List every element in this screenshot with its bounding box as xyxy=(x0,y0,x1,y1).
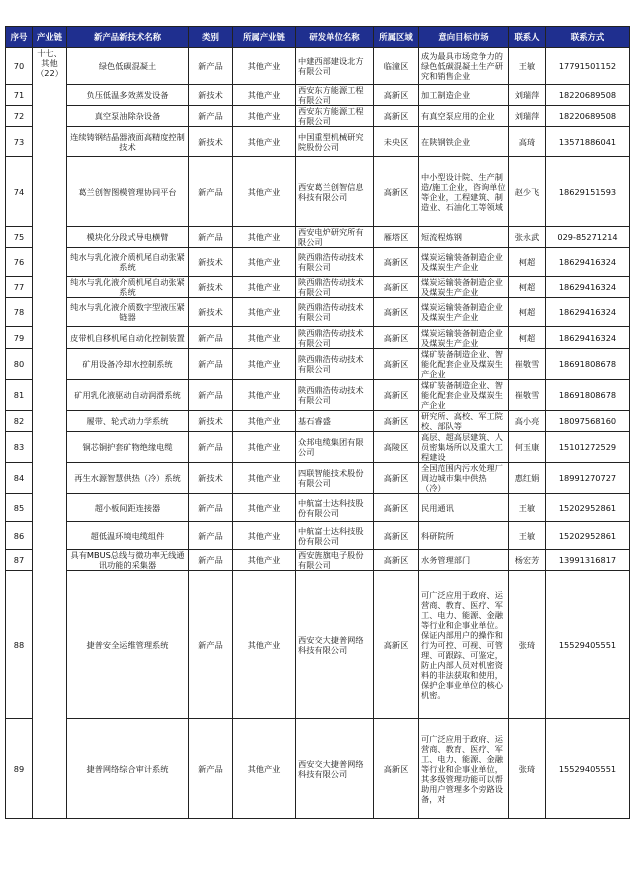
table-row xyxy=(6,277,630,298)
row-product-name: 捷普网络综合审计系统 xyxy=(67,719,189,819)
row-region: 高新区 xyxy=(374,298,419,327)
row-phone: 13571886041 xyxy=(546,127,630,157)
row-no: 75 xyxy=(6,227,33,248)
row-product-name: 绿色低碳混凝土 xyxy=(67,48,189,85)
row-product-name: 再生水源智慧供热（冷）系统 xyxy=(67,463,189,494)
row-unit: 中建西部建设北方有限公司 xyxy=(296,48,374,85)
row-no: 84 xyxy=(6,463,33,494)
row-industry: 其他产业 xyxy=(233,248,296,277)
row-phone: 18629151593 xyxy=(546,157,630,227)
row-category: 新技术 xyxy=(189,298,233,327)
table-row xyxy=(6,719,630,819)
row-phone: 13991316817 xyxy=(546,550,630,571)
row-no: 80 xyxy=(6,349,33,380)
product-table xyxy=(5,26,630,819)
row-contact: 刘瑞萍 xyxy=(509,106,546,127)
row-phone: 18629416324 xyxy=(546,298,630,327)
row-contact: 惠红娟 xyxy=(509,463,546,494)
table-body xyxy=(6,48,630,819)
row-product-name: 铜芯铜护套矿物绝缘电缆 xyxy=(67,432,189,463)
row-industry: 其他产业 xyxy=(233,349,296,380)
row-product-name: 履带、轮式动力学系统 xyxy=(67,411,189,432)
header-phone: 联系方式 xyxy=(546,27,630,48)
row-product-name: 真空泵油除杂设备 xyxy=(67,106,189,127)
row-unit: 基石睿盛 xyxy=(296,411,374,432)
row-unit: 中航富士达科技股份有限公司 xyxy=(296,522,374,550)
header-category: 类别 xyxy=(189,27,233,48)
row-phone: 18629416324 xyxy=(546,277,630,298)
row-region: 高新区 xyxy=(374,157,419,227)
header-contact: 联系人 xyxy=(509,27,546,48)
row-contact: 王敏 xyxy=(509,48,546,85)
row-no: 73 xyxy=(6,127,33,157)
table-row xyxy=(6,380,630,411)
row-product-name: 纯水与乳化液介质机尾自动张紧系统 xyxy=(67,248,189,277)
row-unit: 西安葛兰创智信息科技有限公司 xyxy=(296,157,374,227)
row-market: 煤炭运输装备制造企业及煤炭生产企业 xyxy=(419,277,509,298)
table-row xyxy=(6,227,630,248)
row-no: 70 xyxy=(6,48,33,85)
row-no: 79 xyxy=(6,327,33,349)
row-product-name: 具有MBUS总线与微功率无线通讯功能的采集器 xyxy=(67,550,189,571)
row-contact: 王敏 xyxy=(509,522,546,550)
row-contact: 张琦 xyxy=(509,719,546,819)
row-phone: 18991270727 xyxy=(546,463,630,494)
row-unit: 西安交大捷普网络科技有限公司 xyxy=(296,719,374,819)
row-category: 新技术 xyxy=(189,248,233,277)
row-contact: 赵少飞 xyxy=(509,157,546,227)
row-product-name: 捷普安全运维管理系统 xyxy=(67,571,189,719)
row-contact: 张永武 xyxy=(509,227,546,248)
row-market: 可广泛应用于政府、运营商、教育、医疗、军工、电力、能源、金融等行业和企事业单位。保证内部用户的操作和行为可控、可视、可管理、可跟踪、可鉴定，防止内部人员对机密资料的非法获取和使用，保护企事业单位的核心机密。 xyxy=(419,571,509,719)
row-industry: 其他产业 xyxy=(233,463,296,494)
row-category: 新产品 xyxy=(189,432,233,463)
row-market: 研究所、高校、军工院校、部队等 xyxy=(419,411,509,432)
row-product-name: 矿用乳化液驱动自动润滑系统 xyxy=(67,380,189,411)
table-row xyxy=(6,106,630,127)
row-industry: 其他产业 xyxy=(233,277,296,298)
row-industry: 其他产业 xyxy=(233,157,296,227)
row-unit: 陕西鼎浩传动技术有限公司 xyxy=(296,327,374,349)
table-row xyxy=(6,327,630,349)
row-contact: 张琦 xyxy=(509,571,546,719)
row-product-name: 皮带机自移机尾自动化控制装置 xyxy=(67,327,189,349)
row-contact: 刘瑞萍 xyxy=(509,85,546,106)
table-row xyxy=(6,463,630,494)
row-region: 高新区 xyxy=(374,522,419,550)
row-industry: 其他产业 xyxy=(233,550,296,571)
row-contact: 柯超 xyxy=(509,248,546,277)
row-product-name: 模块化分段式导电横臂 xyxy=(67,227,189,248)
row-product-name: 超低温环境电缆组件 xyxy=(67,522,189,550)
table-row xyxy=(6,550,630,571)
row-no: 76 xyxy=(6,248,33,277)
row-region: 高陵区 xyxy=(374,432,419,463)
row-no: 86 xyxy=(6,522,33,550)
row-region: 雁塔区 xyxy=(374,227,419,248)
table-row xyxy=(6,85,630,106)
row-market: 成为最具市场竞争力的绿色低碳混凝土生产研究和销售企业 xyxy=(419,48,509,85)
row-unit: 中航富士达科技股份有限公司 xyxy=(296,494,374,522)
row-industry: 其他产业 xyxy=(233,522,296,550)
row-chain: 十七、其他（22） xyxy=(33,48,67,819)
header-region: 所属区域 xyxy=(374,27,419,48)
row-contact: 杨宏芳 xyxy=(509,550,546,571)
row-no: 82 xyxy=(6,411,33,432)
row-industry: 其他产业 xyxy=(233,494,296,522)
row-region: 高新区 xyxy=(374,571,419,719)
row-region: 临潼区 xyxy=(374,48,419,85)
row-industry: 其他产业 xyxy=(233,227,296,248)
header-row xyxy=(6,27,630,48)
row-region: 高新区 xyxy=(374,349,419,380)
row-industry: 其他产业 xyxy=(233,380,296,411)
table-row xyxy=(6,432,630,463)
row-unit: 陕西鼎浩传动技术有限公司 xyxy=(296,277,374,298)
table-row xyxy=(6,48,630,85)
row-contact: 柯超 xyxy=(509,298,546,327)
header-product-name: 新产品新技术名称 xyxy=(67,27,189,48)
row-region: 高新区 xyxy=(374,277,419,298)
row-no: 77 xyxy=(6,277,33,298)
table-row xyxy=(6,522,630,550)
table-row xyxy=(6,571,630,719)
row-no: 81 xyxy=(6,380,33,411)
row-phone: 17791501152 xyxy=(546,48,630,85)
row-unit: 陕西鼎浩传动技术有限公司 xyxy=(296,349,374,380)
row-no: 88 xyxy=(6,571,33,719)
row-region: 未央区 xyxy=(374,127,419,157)
row-unit: 陕西鼎浩传动技术有限公司 xyxy=(296,248,374,277)
table-row xyxy=(6,494,630,522)
row-phone: 15202952861 xyxy=(546,522,630,550)
row-contact: 高琦 xyxy=(509,127,546,157)
row-phone: 18691808678 xyxy=(546,349,630,380)
row-product-name: 连续铸钢结晶器液面高精度控制技术 xyxy=(67,127,189,157)
row-market: 煤炭运输装备制造企业及煤炭生产企业 xyxy=(419,298,509,327)
row-category: 新技术 xyxy=(189,277,233,298)
row-phone: 18097568160 xyxy=(546,411,630,432)
header-industry: 所属产业链 xyxy=(233,27,296,48)
row-contact: 崔敬雪 xyxy=(509,349,546,380)
row-market: 煤矿装备制造企业、智能化配套企业及煤炭生产企业 xyxy=(419,380,509,411)
row-market: 科研院所 xyxy=(419,522,509,550)
row-category: 新产品 xyxy=(189,550,233,571)
row-industry: 其他产业 xyxy=(233,327,296,349)
row-unit: 陕西鼎浩传动技术有限公司 xyxy=(296,380,374,411)
row-phone: 18220689508 xyxy=(546,106,630,127)
header-unit: 研发单位名称 xyxy=(296,27,374,48)
row-market: 有真空泵应用的企业 xyxy=(419,106,509,127)
row-no: 74 xyxy=(6,157,33,227)
row-unit: 西安电炉研究所有限公司 xyxy=(296,227,374,248)
row-region: 高新区 xyxy=(374,85,419,106)
row-category: 新产品 xyxy=(189,327,233,349)
row-region: 高新区 xyxy=(374,411,419,432)
table-row xyxy=(6,349,630,380)
row-no: 71 xyxy=(6,85,33,106)
row-industry: 其他产业 xyxy=(233,719,296,819)
row-region: 高新区 xyxy=(374,550,419,571)
row-market: 水务管理部门 xyxy=(419,550,509,571)
row-industry: 其他产业 xyxy=(233,411,296,432)
row-unit: 中国重型机械研究院股份公司 xyxy=(296,127,374,157)
row-category: 新技术 xyxy=(189,127,233,157)
row-phone: 18691808678 xyxy=(546,380,630,411)
table-row xyxy=(6,157,630,227)
row-phone: 15101272529 xyxy=(546,432,630,463)
row-category: 新产品 xyxy=(189,48,233,85)
row-unit: 陕西鼎浩传动技术有限公司 xyxy=(296,298,374,327)
row-category: 新产品 xyxy=(189,380,233,411)
row-industry: 其他产业 xyxy=(233,127,296,157)
row-market: 全国范围内污水处理厂周边城市集中供热（冷） xyxy=(419,463,509,494)
row-no: 87 xyxy=(6,550,33,571)
row-industry: 其他产业 xyxy=(233,298,296,327)
table-row xyxy=(6,248,630,277)
row-phone: 15529405551 xyxy=(546,571,630,719)
table-row xyxy=(6,127,630,157)
row-category: 新产品 xyxy=(189,719,233,819)
row-industry: 其他产业 xyxy=(233,571,296,719)
row-industry: 其他产业 xyxy=(233,48,296,85)
row-category: 新产品 xyxy=(189,571,233,719)
row-region: 高新区 xyxy=(374,494,419,522)
row-unit: 西安交大捷普网络科技有限公司 xyxy=(296,571,374,719)
row-contact: 崔敬雪 xyxy=(509,380,546,411)
row-region: 高新区 xyxy=(374,106,419,127)
row-product-name: 纯水与乳化液介质数字型液压紧链器 xyxy=(67,298,189,327)
row-unit: 众邦电缆集团有限公司 xyxy=(296,432,374,463)
row-phone: 029-85271214 xyxy=(546,227,630,248)
header-chain: 产业链 xyxy=(33,27,67,48)
row-industry: 其他产业 xyxy=(233,432,296,463)
row-market: 煤炭运输装备制造企业及煤炭生产企业 xyxy=(419,248,509,277)
row-category: 新产品 xyxy=(189,227,233,248)
row-no: 72 xyxy=(6,106,33,127)
row-region: 高新区 xyxy=(374,719,419,819)
row-market: 加工制造企业 xyxy=(419,85,509,106)
row-category: 新产品 xyxy=(189,494,233,522)
row-market: 在陕钢铁企业 xyxy=(419,127,509,157)
table-row xyxy=(6,411,630,432)
row-product-name: 矿用设备冷却水控制系统 xyxy=(67,349,189,380)
row-unit: 西安旌旗电子股份有限公司 xyxy=(296,550,374,571)
header-no: 序号 xyxy=(6,27,33,48)
row-category: 新产品 xyxy=(189,157,233,227)
row-contact: 高小亮 xyxy=(509,411,546,432)
row-unit: 四联智能技术股份有限公司 xyxy=(296,463,374,494)
row-market: 煤炭运输装备制造企业及煤炭生产企业 xyxy=(419,327,509,349)
row-product-name: 纯水与乳化液介质机尾自动张紧系统 xyxy=(67,277,189,298)
row-region: 高新区 xyxy=(374,380,419,411)
row-region: 高新区 xyxy=(374,327,419,349)
row-product-name: 葛兰创智图模管理协同平台 xyxy=(67,157,189,227)
row-category: 新技术 xyxy=(189,463,233,494)
row-no: 78 xyxy=(6,298,33,327)
row-phone: 18629416324 xyxy=(546,248,630,277)
row-region: 高新区 xyxy=(374,463,419,494)
row-market: 中小型设计院、生产制造/施工企业，咨询单位等企业，工程建筑、制造业、石油化工等领域 xyxy=(419,157,509,227)
row-unit: 西安东方能源工程有限公司 xyxy=(296,85,374,106)
row-category: 新技术 xyxy=(189,85,233,106)
row-phone: 18629416324 xyxy=(546,327,630,349)
row-contact: 何玉康 xyxy=(509,432,546,463)
row-phone: 15202952861 xyxy=(546,494,630,522)
row-contact: 柯超 xyxy=(509,327,546,349)
row-phone: 18220689508 xyxy=(546,85,630,106)
row-industry: 其他产业 xyxy=(233,85,296,106)
row-unit: 西安东方能源工程有限公司 xyxy=(296,106,374,127)
row-category: 新产品 xyxy=(189,349,233,380)
header-market: 意向目标市场 xyxy=(419,27,509,48)
table-row xyxy=(6,298,630,327)
row-market: 高层、超高层建筑、人员密集场所以及重大工程建设 xyxy=(419,432,509,463)
row-category: 新产品 xyxy=(189,522,233,550)
row-no: 85 xyxy=(6,494,33,522)
row-market: 煤矿装备制造企业、智能化配套企业及煤炭生产企业 xyxy=(419,349,509,380)
row-category: 新技术 xyxy=(189,411,233,432)
row-no: 83 xyxy=(6,432,33,463)
row-category: 新产品 xyxy=(189,106,233,127)
row-market: 可广泛应用于政府、运营商、教育、医疗、军工、电力、能源、金融等行业和企事业单位，其多级管理功能可以帮助用户管理多个旁路设备，对 xyxy=(419,719,509,819)
row-phone: 15529405551 xyxy=(546,719,630,819)
row-no: 89 xyxy=(6,719,33,819)
row-region: 高新区 xyxy=(374,248,419,277)
row-contact: 王敏 xyxy=(509,494,546,522)
row-product-name: 超小板间距连接器 xyxy=(67,494,189,522)
row-market: 民用通讯 xyxy=(419,494,509,522)
row-market: 短流程炼钢 xyxy=(419,227,509,248)
row-industry: 其他产业 xyxy=(233,106,296,127)
row-contact: 柯超 xyxy=(509,277,546,298)
row-product-name: 负压低温多效蒸发设备 xyxy=(67,85,189,106)
